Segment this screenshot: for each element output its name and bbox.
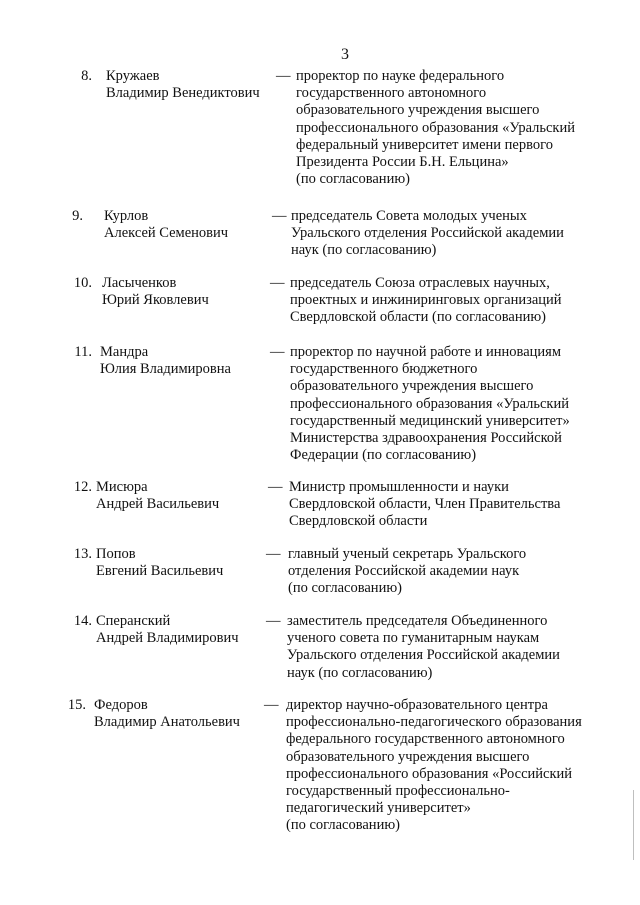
position-description xyxy=(296,68,626,188)
dash-separator: — xyxy=(272,208,287,224)
description-line: Свердловской области, Член Правительства xyxy=(289,496,561,513)
description-line: наук (по согласованию) xyxy=(287,664,433,681)
person-name xyxy=(102,275,209,309)
description-line: государственный профессионально- xyxy=(286,783,510,800)
person-surname: Кружаев xyxy=(106,68,160,84)
person-surname: Курлов xyxy=(104,208,149,224)
description-line: проректор по науке федерального xyxy=(296,68,505,84)
person-surname: Сперанский xyxy=(96,613,171,629)
person-given-names: Юлия Владимировна xyxy=(100,361,231,378)
description-line: главный ученый секретарь Уральского xyxy=(288,546,527,562)
person-surname: Ласыченков xyxy=(102,275,177,291)
position-description xyxy=(291,208,621,260)
position-description xyxy=(287,613,617,682)
person-surname: Попов xyxy=(96,546,136,562)
description-line: образовательного учреждения высшего xyxy=(290,378,534,395)
person-given-names: Юрий Яковлевич xyxy=(102,292,209,309)
position-description xyxy=(290,344,620,464)
person-name xyxy=(94,697,240,731)
description-line: отделения Российской академии наук xyxy=(288,563,520,580)
description-line: наук (по согласованию) xyxy=(291,242,437,259)
description-line: Уральского отделения Российской академии xyxy=(291,225,564,242)
dash-separator: — xyxy=(270,344,285,360)
item-number: 9. xyxy=(72,208,83,224)
description-line: государственный медицинский университет» xyxy=(290,412,570,429)
person-name xyxy=(106,68,260,102)
person-given-names: Алексей Семенович xyxy=(104,225,229,242)
person-name xyxy=(100,344,231,378)
description-line: председатель Совета молодых ученых xyxy=(291,208,527,224)
item-number: 12. xyxy=(73,479,92,495)
description-line: председатель Союза отраслевых научных, xyxy=(290,275,550,291)
person-given-names: Владимир Анатольевич xyxy=(94,714,240,731)
description-line: Свердловской области xyxy=(289,513,428,530)
description-line: Свердловской области (по согласованию) xyxy=(290,309,547,326)
person-surname: Мисюра xyxy=(96,479,148,495)
dash-separator: — xyxy=(268,479,283,495)
position-description xyxy=(290,275,620,327)
description-line: государственного бюджетного xyxy=(290,361,478,378)
item-number: 10. xyxy=(73,275,92,291)
description-line: (по согласованию) xyxy=(296,171,410,188)
description-line: Федерации (по согласованию) xyxy=(290,447,477,464)
page-number: 3 xyxy=(341,46,349,63)
item-number: 13. xyxy=(73,546,92,562)
person-given-names: Владимир Венедиктович xyxy=(106,85,260,102)
person-surname: Мандра xyxy=(100,344,149,360)
person-name xyxy=(96,479,219,513)
description-line: (по согласованию) xyxy=(288,580,402,597)
position-description xyxy=(286,697,616,835)
description-line: Министр промышленности и науки xyxy=(289,479,509,495)
position-description xyxy=(288,546,618,598)
person-given-names: Евгений Васильевич xyxy=(96,563,224,580)
description-line: образовательного учреждения высшего xyxy=(286,748,530,765)
item-number: 11. xyxy=(74,344,92,360)
description-line: Министерства здравоохранения Российской xyxy=(290,430,562,447)
person-name xyxy=(104,208,228,242)
description-line: профессионального образования «Уральский xyxy=(290,395,569,412)
description-line: Президента России Б.Н. Ельцина» xyxy=(296,154,509,171)
description-line: образовательного учреждения высшего xyxy=(296,102,540,119)
person-name xyxy=(96,613,239,647)
person-given-names: Андрей Васильевич xyxy=(96,496,220,513)
description-line: заместитель председателя Объединенного xyxy=(287,613,548,629)
item-number: 15. xyxy=(67,697,86,713)
person-name xyxy=(96,546,223,580)
dash-separator: — xyxy=(266,546,281,562)
item-number: 14. xyxy=(73,613,92,629)
description-line: педагогический университет» xyxy=(286,800,471,817)
description-line: федеральный университет имени первого xyxy=(296,136,553,153)
description-line: профессионального образования «Российский xyxy=(286,765,573,782)
dash-separator: — xyxy=(276,68,291,84)
dash-separator: — xyxy=(270,275,285,291)
scan-edge-mark xyxy=(633,790,634,860)
description-line: профессионально-педагогического образования xyxy=(286,714,582,731)
dash-separator: — xyxy=(266,613,281,629)
position-description xyxy=(289,479,619,531)
description-line: федерального государственного автономного xyxy=(286,731,565,748)
description-line: Уральского отделения Российской академии xyxy=(287,647,560,664)
description-line: ученого совета по гуманитарным наукам xyxy=(287,630,540,647)
person-surname: Федоров xyxy=(94,697,148,713)
description-line: проректор по научной работе и инновациям xyxy=(290,344,561,360)
description-line: государственного автономного xyxy=(296,85,487,102)
description-line: директор научно-образовательного центра xyxy=(286,697,548,713)
description-line: профессионального образования «Уральский xyxy=(296,119,575,136)
description-line: (по согласованию) xyxy=(286,817,400,834)
dash-separator: — xyxy=(264,697,279,713)
description-line: проектных и инжиниринговых организаций xyxy=(290,292,562,309)
person-given-names: Андрей Владимирович xyxy=(96,630,239,647)
item-number: 8. xyxy=(81,68,92,84)
